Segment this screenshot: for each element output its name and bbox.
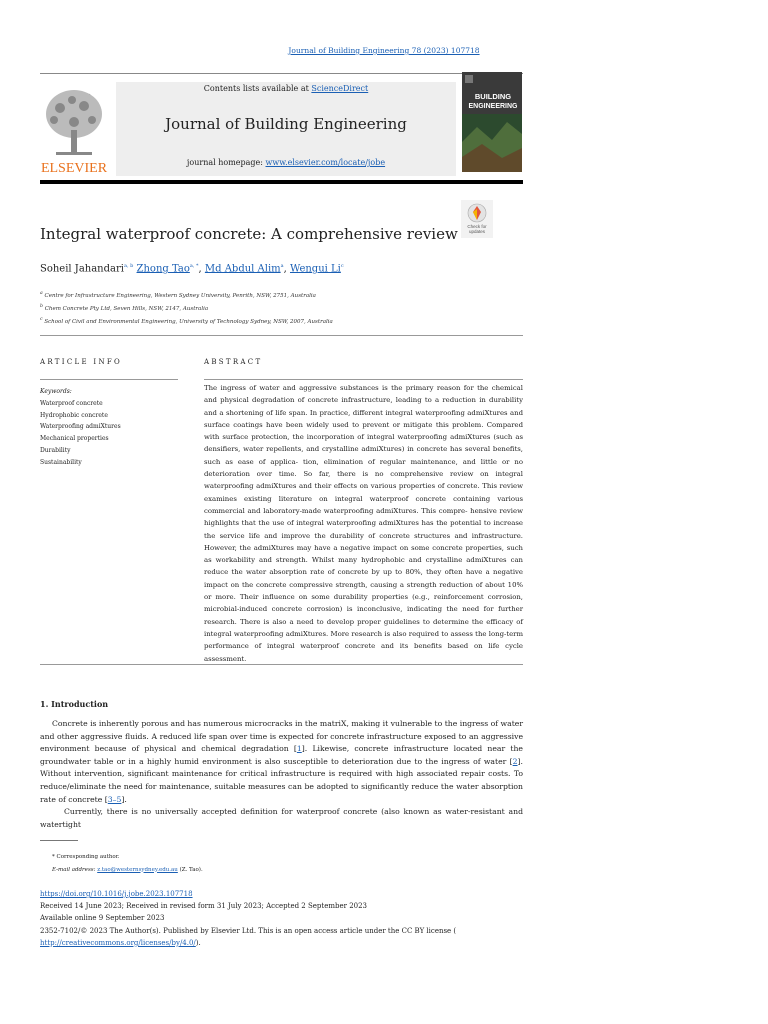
header-bottom-rule bbox=[40, 180, 523, 184]
keyword-item: Mechanical properties bbox=[40, 435, 109, 443]
journal-homepage-link[interactable]: www.elsevier.com/locate/jobe bbox=[265, 158, 386, 167]
author-name: Soheil Jahandari bbox=[40, 263, 124, 275]
footnote bbox=[52, 851, 203, 876]
abstract-rule bbox=[204, 379, 523, 380]
keywords-block bbox=[40, 386, 121, 469]
author-affiliation-marker[interactable]: a bbox=[280, 263, 284, 269]
elsevier-wordmark: ELSEVIER bbox=[40, 161, 108, 176]
reference-link[interactable]: 2 bbox=[512, 756, 518, 766]
elsevier-logo bbox=[40, 82, 108, 176]
author-separator: , bbox=[198, 263, 205, 275]
affiliation-b: $^b$ Chem Concrete Pty Ltd, Seven Hills, NSW, 2147, Australia bbox=[40, 304, 209, 312]
doi-link[interactable]: https://doi.org/10.1016/j.jobe.2023.107718 bbox=[40, 890, 193, 898]
email-link[interactable]: z.tao@westernsydney.edu.au bbox=[97, 866, 178, 873]
keyword-item: Hydrophobic concrete bbox=[40, 411, 108, 419]
keyword-item: Durability bbox=[40, 446, 71, 454]
license-link[interactable]: http://creativecommons.org/licenses/by/4.0/ bbox=[40, 938, 196, 947]
author-affiliation-marker[interactable]: a, * bbox=[189, 263, 199, 269]
received-dates: Received 14 June 2023; Received in revised form 31 July 2023; Accepted 2 September 2023 bbox=[40, 902, 368, 911]
keyword-item: Sustainability bbox=[40, 458, 82, 466]
reference-link[interactable]: 1 bbox=[296, 744, 302, 754]
paragraph: Currently, there is no universally accepted definition for waterproof concrete (also known as water-resistant and watertight bbox=[40, 807, 523, 829]
affiliation-a: $^a$ Centre for Infrastructure Engineering, Western Sydney University, Penrith, NSW, 2751, Australia bbox=[40, 291, 316, 299]
corresponding-author-note: * Corresponding author. bbox=[52, 854, 120, 860]
journal-cover bbox=[462, 72, 522, 172]
cover-title-line2: ENGINEERING bbox=[468, 103, 518, 110]
affiliation-c: $^c$ School of Civil and Environmental Engineering, University of Technology Sydney, NSW, 2007, Australia bbox=[40, 317, 333, 325]
contents-line: Contents lists available at ScienceDirect bbox=[203, 84, 369, 93]
email-line: E-mail address: z.tao@westernsydney.edu.au (Z. Tao). bbox=[52, 866, 203, 873]
crossmark-label-2: updates bbox=[468, 229, 486, 234]
author-affiliation-marker[interactable]: c bbox=[340, 263, 344, 269]
publication-info: https://doi.org/10.1016/j.jobe.2023.107718 Received 14 June 2023; Received in revised form 31 July 2023; Accepted 2 September 2023 Available online 9 September 2023 2352-7102/© 2023 The Author(s). Published by Elsevier Ltd. This is an open access article under the CC BY license ( http://creativecommons.org/licenses/by/4.0/). bbox=[40, 888, 523, 949]
section-heading-introduction: 1. Introduction bbox=[40, 699, 109, 709]
journal-homepage-line: journal homepage: www.elsevier.com/locate/jobe bbox=[186, 158, 386, 167]
abstract-text: The ingress of water and aggressive substances is the primary reason for the chemical and physical degradation of concrete infrastructure, leading to a reduction in durability and a shortening of life span. In practice, different integral waterproofing admiXtures and surface coatings have been widely used to prevent or mitigate this problem. Compared with surface protection, the incorporation of integral waterproofing admiXtures (such as densifiers, water repellents, and crystalline admiXtures) in concrete has several benefits, such as ease of applica- tion, elimination of regular maintenance, and little or no deterioration over time. So far, there is no comprehensive review on integral waterproofing admiXtures and their effects on various properties of concrete. This review examines existing literature on integral waterproof concrete containing various commercial and laboratory-made waterproofing admiXtures. This compre- hensive review highlights that the use of integral waterproofing admiXtures has the potential to increase the service life and improve the durability of concrete structures and infrastructure. However, the admiXtures may have a negative impact on some concrete properties, such as workability and strength. Whilst many hydrophobic and crystalline admiXtures can reduce the water absorption rate of concrete by up to 80%, they often have a negative impact on the concrete compressive strength, causing a strength reduction of about 10% or more. Their influence on some durability properties (e.g., reinforcement corrosion, microbial-induced concrete corrosion) is inconclusive, indicating the need for further research. There is also a need to develop proper guidelines to determine the efficacy of integral waterproofing admiXtures. More research is also required to assess the long-term performance of integral waterproof concrete and its benefits based on life cycle assessment. bbox=[204, 384, 523, 663]
divider bbox=[40, 335, 523, 336]
crossmark-label-1: Check for bbox=[467, 224, 487, 229]
introduction-body bbox=[40, 718, 523, 831]
author-name[interactable]: Md Abdul Alim bbox=[204, 263, 281, 275]
footnote-rule bbox=[40, 840, 78, 841]
journal-citation[interactable]: Journal of Building Engineering 78 (2023) 107718 bbox=[288, 46, 480, 55]
cover-title-line1: BUILDING bbox=[474, 92, 512, 101]
reference-link[interactable]: 3–5 bbox=[107, 794, 122, 804]
keyword-item: Waterproof concrete bbox=[40, 399, 103, 407]
keyword-item: Waterproofing admiXtures bbox=[40, 423, 121, 431]
divider bbox=[40, 664, 523, 665]
author-name[interactable]: Wengui Li bbox=[289, 263, 341, 275]
author-affiliation-marker[interactable]: a, b bbox=[123, 263, 134, 269]
article-info-rule bbox=[40, 379, 178, 380]
sciencedirect-link[interactable]: ScienceDirect bbox=[311, 84, 369, 93]
abstract-heading: ABSTRACT bbox=[204, 358, 263, 366]
header-top-rule bbox=[40, 73, 523, 74]
paragraph: Concrete is inherently porous and has numerous microcracks in the matriX, making it vulnerable to the ingress of water and other aggressive fluids. A reduced life span over time is expected for concrete infrastructure exposed to an aggressive environment because of physical and chemical degradation [1]. Likewise, concrete infrastructure located near the groundwater table or in a highly humid environment is also susceptible to deterioration due to the ingress of water [2]. Without intervention, significant maintenance for critical infrastructure is required with high associated repair costs. To reduce/eliminate the need for maintenance, suitable measures can be adopted to significantly reduce the water absorption rate of concrete [3–5]. bbox=[40, 719, 524, 804]
author-list bbox=[40, 263, 344, 274]
paper-title: Integral waterproof concrete: A comprehensive review bbox=[40, 225, 458, 243]
author-separator: , bbox=[283, 263, 290, 275]
article-info-heading: ARTICLE INFO bbox=[40, 358, 123, 366]
keywords-label: Keywords: bbox=[40, 388, 72, 395]
available-online: Available online 9 September 2023 bbox=[40, 914, 165, 923]
license-line: 2352-7102/© 2023 The Author(s). Published by Elsevier Ltd. This is an open access article under the CC BY license ( bbox=[40, 926, 457, 935]
journal-title: Journal of Building Engineering bbox=[165, 115, 407, 133]
check-for-updates-badge[interactable] bbox=[461, 200, 493, 238]
author-name[interactable]: Zhong Tao bbox=[136, 263, 190, 275]
